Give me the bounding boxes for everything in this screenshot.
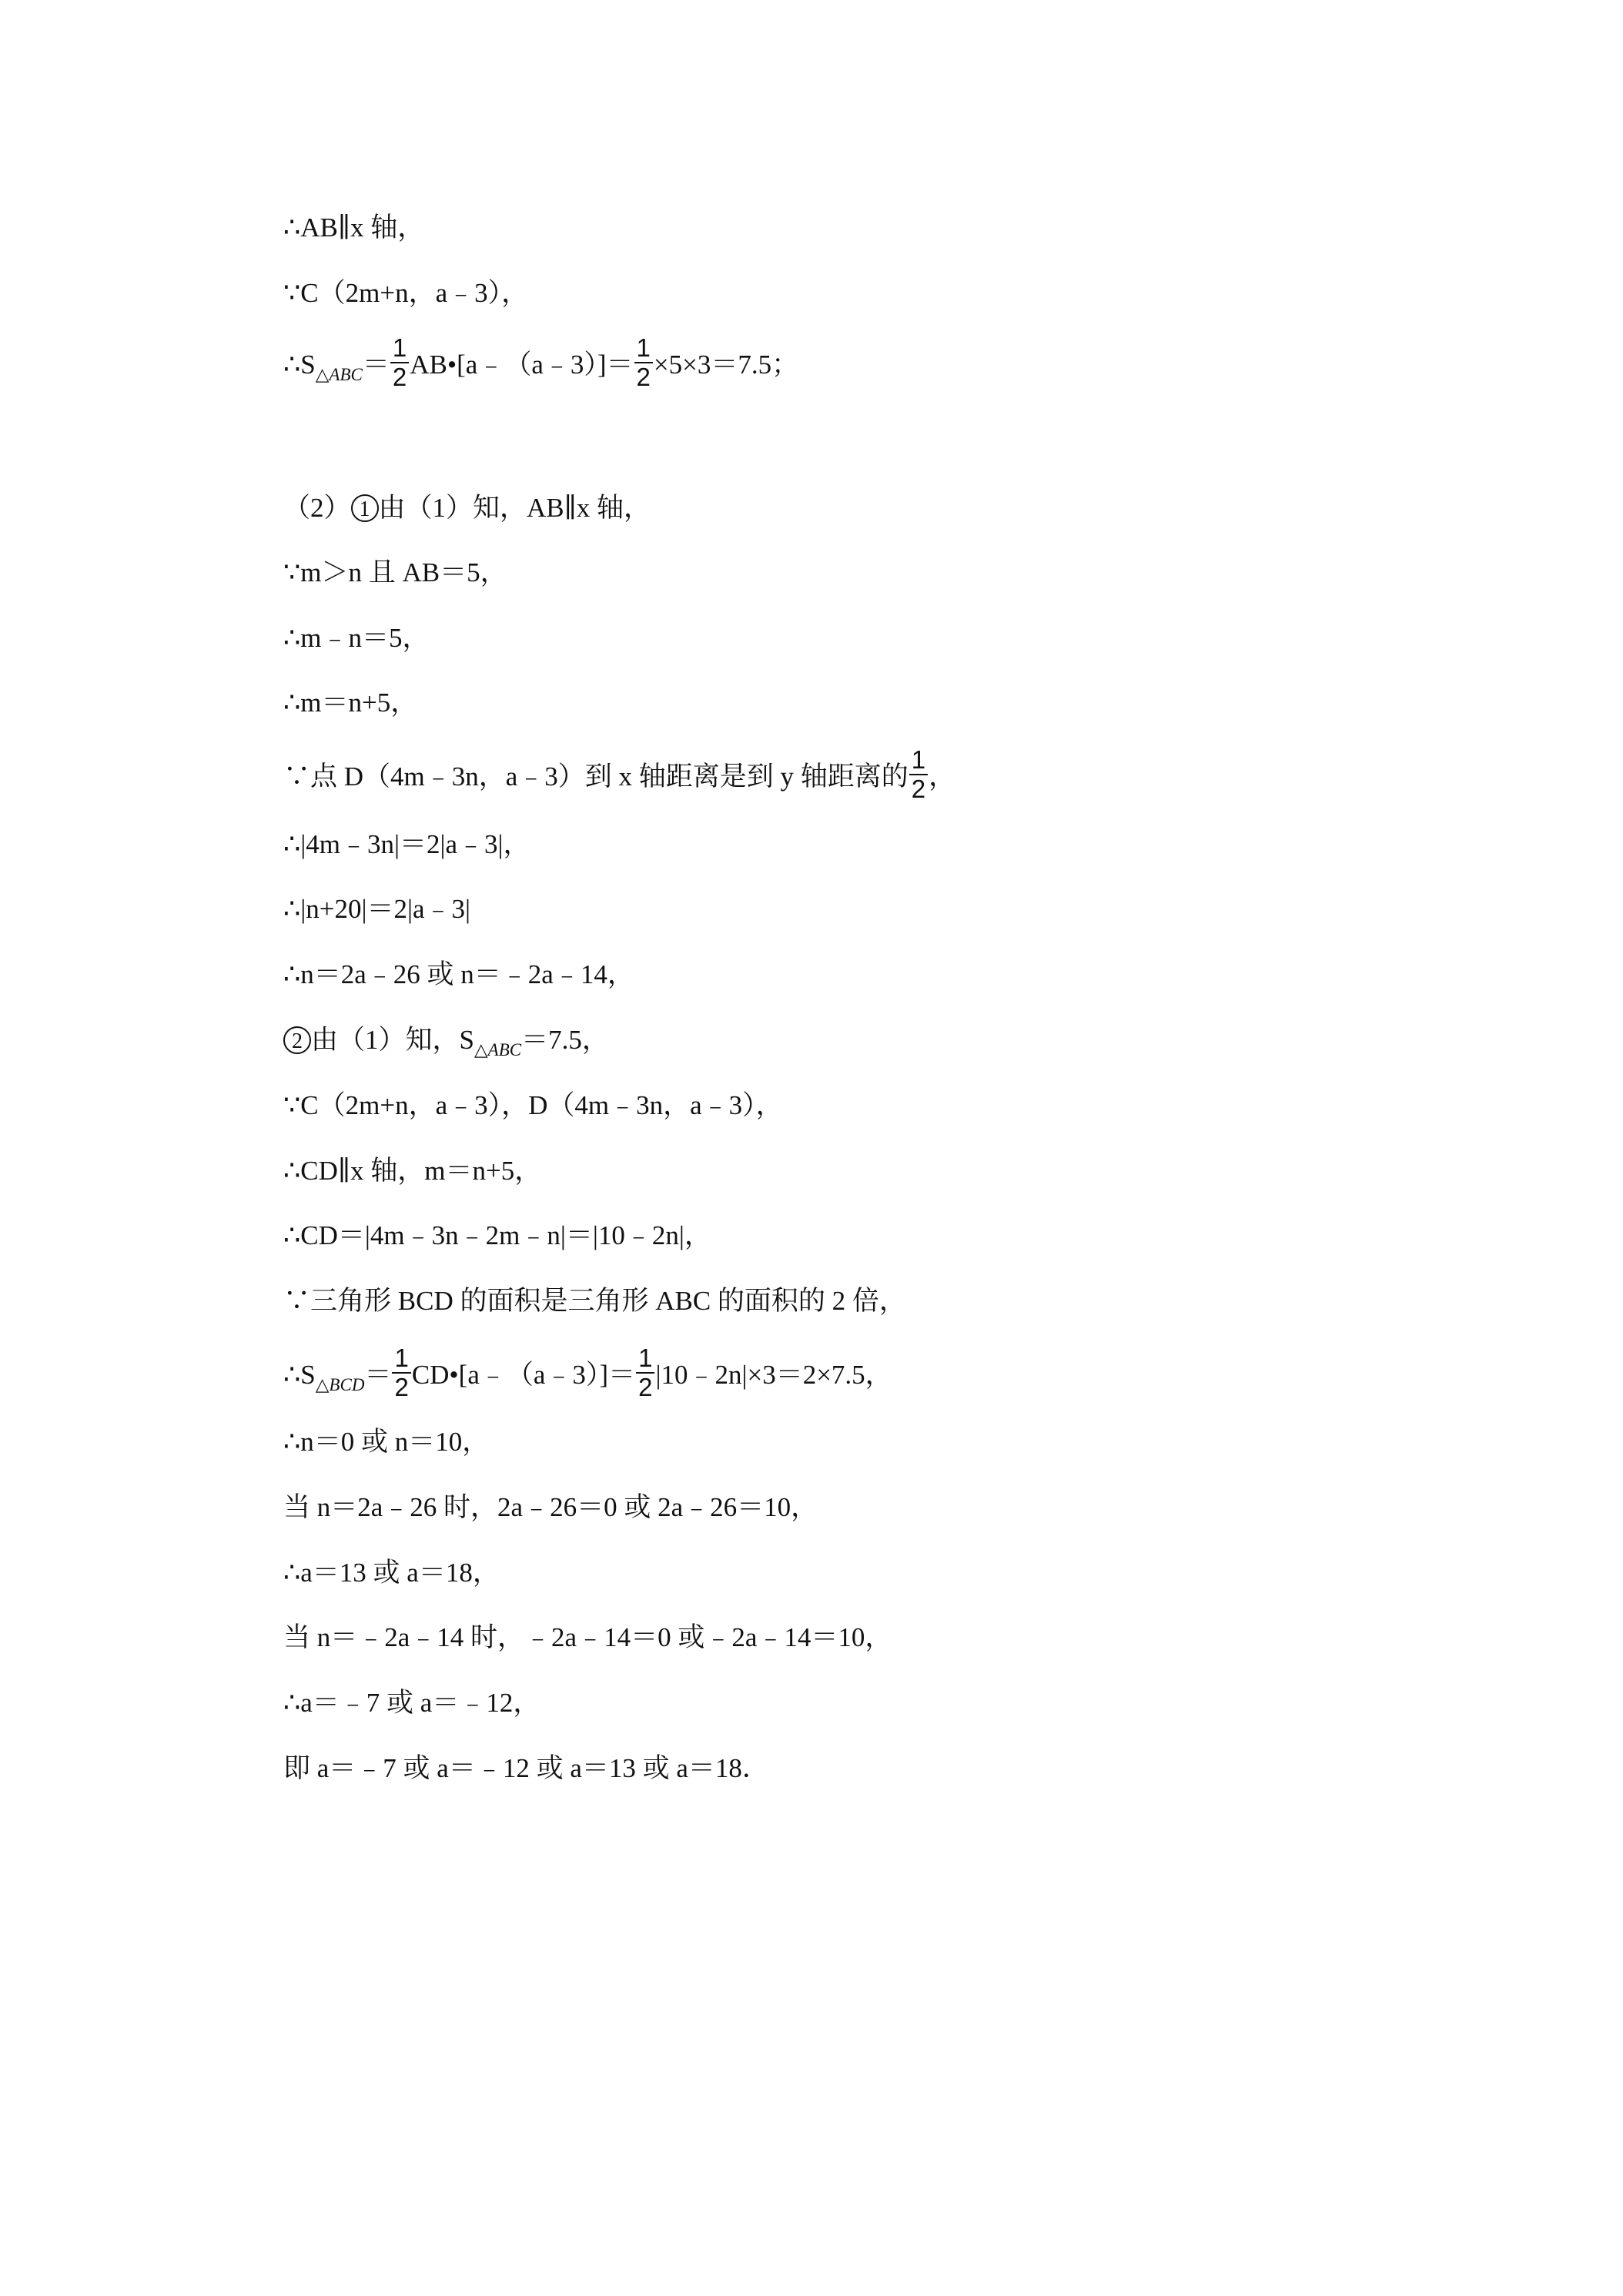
text-seg: ∴S (283, 350, 316, 380)
line-m-minus-n: ∴m﹣n＝5， (283, 623, 430, 653)
line-abs-eq-2: ∴|n+20|＝2|a﹣3| (283, 894, 471, 924)
text-seg: ∴S (283, 1360, 316, 1391)
line-part2-start (283, 490, 651, 527)
line-abs-eq-1: ∴|4m﹣3n|＝2|a﹣3|， (283, 829, 530, 859)
text-seg: AB•[a﹣（a﹣3）]＝ (410, 350, 634, 380)
numerator: 1 (909, 746, 928, 775)
numerator: 1 (392, 1344, 410, 1374)
fraction-half (636, 1344, 654, 1401)
text-seg: CD•[a﹣（a﹣3）]＝ (411, 1360, 636, 1391)
line-case-1-result: ∴a＝13 或 a＝18， (283, 1558, 500, 1588)
line-case-1: 当 n＝2a﹣26 时，2a﹣26＝0 或 2a﹣26＝10， (283, 1492, 818, 1522)
denominator: 2 (392, 363, 407, 391)
fraction-half (909, 746, 928, 803)
line-n-values: ∴n＝0 或 n＝10， (283, 1427, 490, 1457)
line-m-eq: ∴m＝n+5， (283, 688, 418, 718)
text-seg: |10﹣2n|×3＝2×7.5， (655, 1360, 892, 1391)
subscript: △ABC (315, 365, 363, 385)
line-point-c: ∵C（2m+n，a﹣3）， (283, 278, 529, 308)
text-seg: ＝ (362, 350, 390, 380)
line-m-gt-n: ∵m＞n 且 AB＝5， (283, 557, 507, 587)
circled-number: 1 (351, 494, 379, 522)
line-cd-parallel: ∴CD∥x 轴，m＝n+5， (283, 1156, 542, 1186)
fraction-half (392, 1344, 410, 1401)
text-seg: ， (929, 761, 956, 792)
subscript: △ABC (474, 1040, 522, 1059)
denominator: 2 (636, 363, 651, 391)
numerator: 1 (636, 1344, 654, 1374)
line-ab-parallel-x: ∴AB∥x 轴， (283, 213, 425, 243)
text-seg: 由（1）知，AB∥x 轴， (378, 493, 651, 523)
denominator: 2 (394, 1373, 409, 1401)
line-n-solutions: ∴n＝2a﹣26 或 n＝﹣2a﹣14， (283, 959, 634, 989)
line-case-2-result: ∴a＝﹣7 或 a＝﹣12， (283, 1688, 540, 1718)
text-seg: ＝ (364, 1360, 392, 1391)
text-seg: ＝7.5， (521, 1025, 609, 1055)
text-seg: ×5×3＝7.5； (653, 350, 799, 380)
line-case-2: 当 n＝﹣2a﹣14 时，﹣2a﹣14＝0 或﹣2a﹣14＝10， (283, 1622, 892, 1652)
denominator: 2 (911, 775, 926, 803)
circled-number: 2 (283, 1026, 311, 1054)
line-part2-b (283, 1022, 609, 1062)
line-cd-length: ∴CD＝|4m﹣3n﹣2m﹣n|＝|10﹣2n|， (283, 1220, 711, 1250)
text-seg: （2） (283, 493, 351, 523)
text-seg: ∵点 D（4m﹣3n，a﹣3）到 x 轴距离是到 y 轴距离的 (283, 761, 909, 792)
fraction-half (634, 334, 653, 391)
subscript: △BCD (315, 1375, 365, 1395)
numerator: 1 (390, 334, 409, 363)
line-point-d-distance (283, 745, 956, 808)
line-area-abc (283, 333, 799, 396)
line-final-answer: 即 a＝﹣7 或 a＝﹣12 或 a＝13 或 a＝18． (283, 1753, 769, 1783)
denominator: 2 (638, 1373, 653, 1401)
numerator: 1 (634, 334, 653, 363)
fraction-half (390, 334, 409, 391)
line-area-bcd (283, 1344, 892, 1406)
line-area-double: ∵三角形 BCD 的面积是三角形 ABC 的面积的 2 倍， (283, 1286, 906, 1316)
text-seg: 由（1）知，S (311, 1025, 474, 1055)
line-points-c-d: ∵C（2m+n，a﹣3），D（4m﹣3n，a﹣3）， (283, 1090, 783, 1120)
